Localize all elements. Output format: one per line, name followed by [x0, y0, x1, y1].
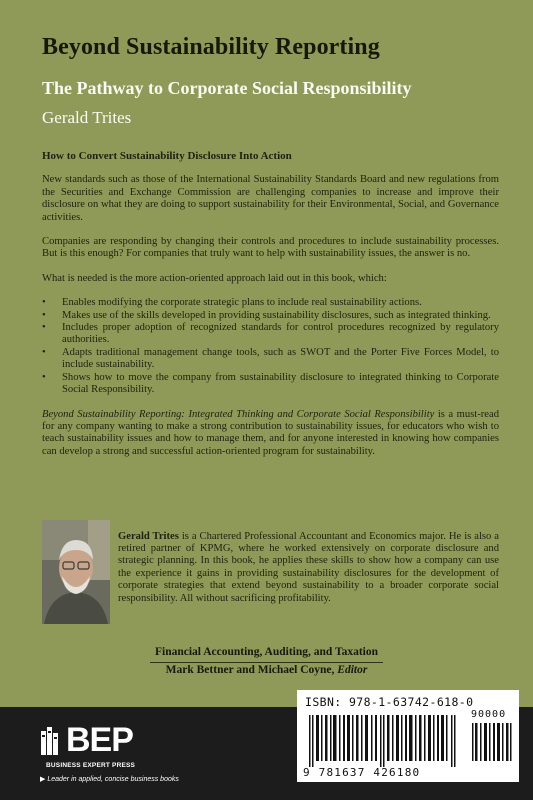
barcode — [297, 690, 519, 782]
editor-names: Mark Bettner and Michael Coyne, — [165, 664, 335, 676]
author-photo — [42, 520, 110, 624]
publisher-tagline-text: Leader in applied, concise business books — [47, 776, 179, 783]
book-title: Beyond Sustainability Reporting — [42, 34, 380, 60]
bullet-text: Adapts traditional management change tools, such as SWOT and the Porter Five Forces Model, to include sustainability. — [62, 346, 499, 371]
bullet-text: Enables modifying the corporate strategic plans to include real sustainability actions. — [62, 297, 422, 309]
series-editors — [0, 664, 533, 676]
book-subtitle: The Pathway to Corporate Social Responsibility — [42, 78, 412, 98]
addon-barcode-bars — [471, 715, 513, 761]
bullet-item — [42, 372, 499, 397]
author-bio-body: is a Chartered Professional Accountant and Economics major. He is also a retired partner of KPMG, where he worked extensively on corporate disclosure and strategic planning. In this book, he applies these skills to show how a company can use the experience it gains in providing sustainability disclosures for the development of corporate strategies that extend beyond sustainability to a broader corporate social responsibility. All without sacrificing profitability. — [118, 530, 499, 604]
ean-number: 9 781637 426180 — [303, 766, 421, 779]
author-bio-text — [118, 531, 499, 605]
publisher-tagline — [40, 775, 179, 783]
bullet-item — [42, 322, 499, 347]
isbn-number: ISBN: 978-1-63742-618-0 — [305, 695, 474, 709]
publisher-logo-text: BEP — [66, 721, 133, 759]
blurb-heading: How to Convert Sustainability Disclosure Into Action — [42, 150, 292, 162]
series-divider — [150, 662, 383, 663]
editor-role: Editor — [337, 664, 368, 676]
publisher-logo — [40, 719, 220, 789]
bullet-icon: • — [42, 309, 46, 321]
bullet-text: Shows how to move the company from sustainability disclosure to integrated thinking to Corporate Social Responsibility. — [62, 371, 499, 396]
book-author: Gerald Trites — [42, 108, 132, 127]
barcode-bars — [305, 715, 465, 767]
bullet-text: Makes use of the skills developed in providing sustainability disclosures, such as integrated thinking. — [62, 309, 491, 321]
blurb-paragraph — [42, 409, 499, 459]
bullet-list — [42, 297, 499, 396]
bullet-item — [42, 310, 499, 322]
author-bio-name: Gerald Trites — [118, 530, 179, 542]
blurb-paragraph: New standards such as those of the International Sustainability Standards Board and new regulations from the Securities and Exchange Commission are challenging companies to increase and improve their disclosure on what they are doing to support sustainability for their Environmental, Social, and Governance activities. — [42, 174, 499, 223]
blurb-paragraph: Companies are responding by changing their controls and procedures to include sustainability processes. But is this enough? For companies that truly want to help with sustainability issues, the answer is no. — [42, 236, 499, 260]
blurb-paragraph: What is needed is the more action-oriented approach laid out in this book, which: — [42, 272, 387, 284]
bullet-item — [42, 297, 499, 309]
price-addon-number: 90000 — [471, 709, 507, 720]
publisher-name: BUSINESS EXPERT PRESS — [46, 762, 136, 769]
bullet-text: Includes proper adoption of recognized standards for control procedures recognized by regulatory authorities. — [62, 322, 499, 346]
bullet-icon: • — [42, 297, 46, 309]
bullet-icon: • — [42, 322, 46, 334]
arrow-icon: ▶ — [40, 776, 48, 783]
blurb — [42, 150, 499, 470]
book-full-title: Beyond Sustainability Reporting: Integrated Thinking and Corporate Social Responsibility — [42, 408, 435, 420]
series-name: Financial Accounting, Auditing, and Taxation — [154, 646, 379, 658]
bullet-item — [42, 347, 499, 372]
bullet-icon: • — [42, 371, 46, 383]
bullet-icon: • — [42, 346, 46, 358]
blurb-paragraph-text: is a must-read for any company wanting to make a strong contribution to sustainability issues, for educators who wish to teach sustainability issues and how to manage them, and for anyone interested in knowing how companies can develop a strong and successful action-oriented program for sustainability. — [42, 408, 499, 457]
